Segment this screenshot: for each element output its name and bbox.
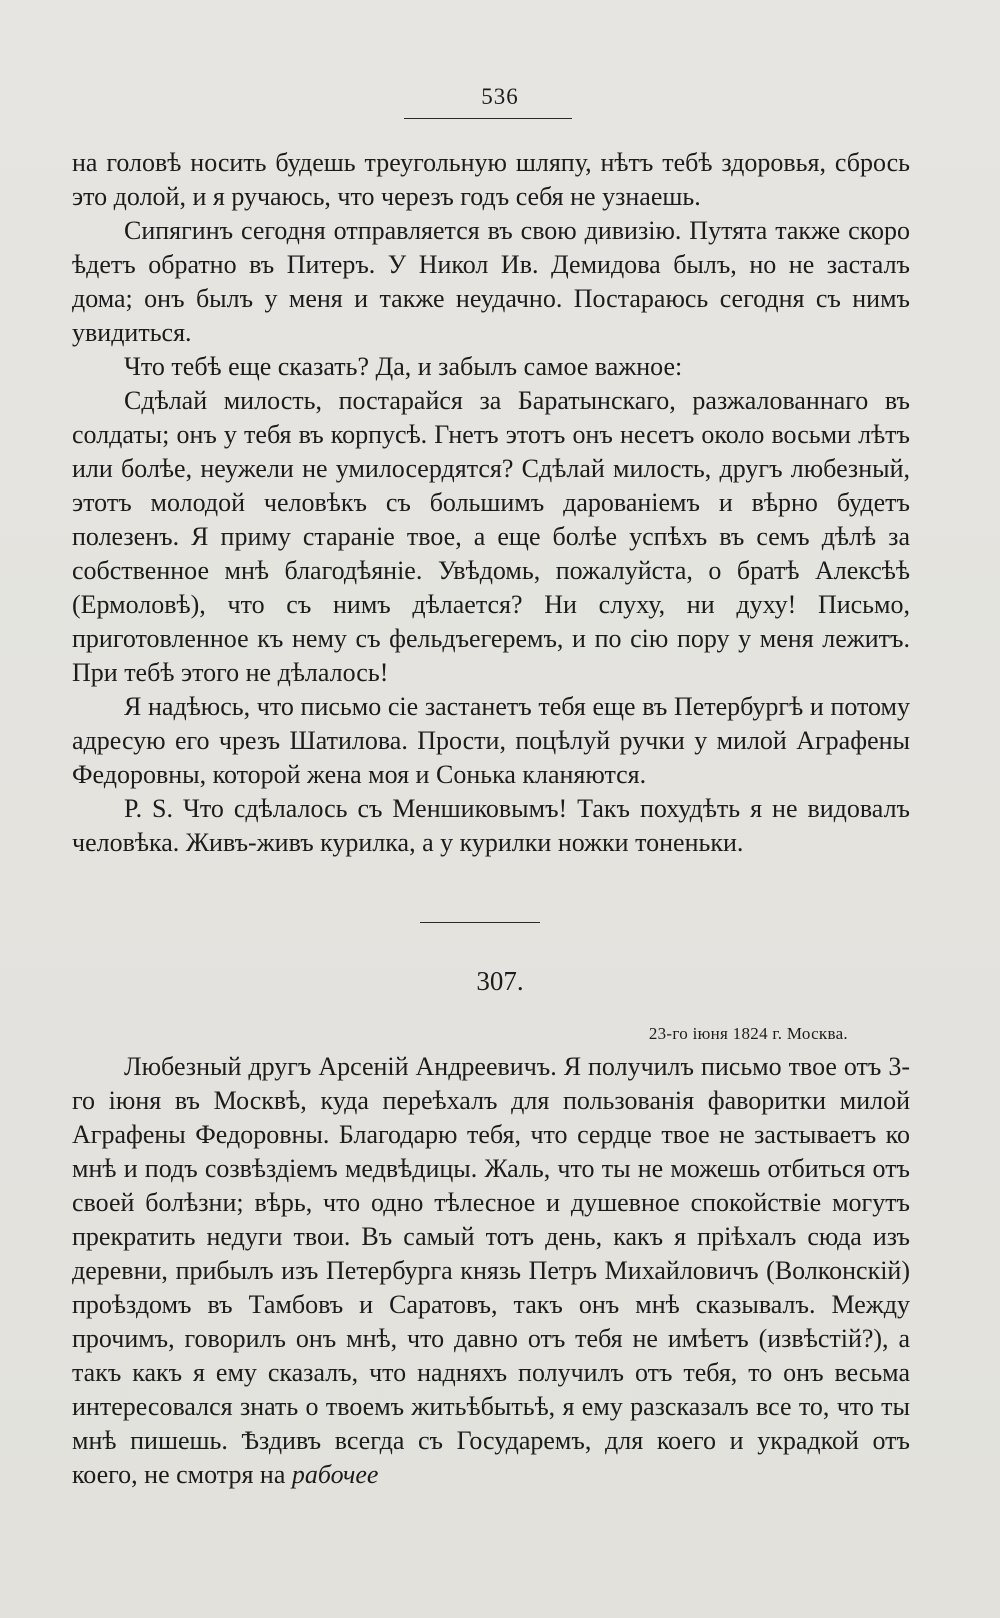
paragraph [72, 1050, 910, 1492]
header-rule [404, 118, 572, 119]
paragraph: Сдѣлай милость, постарайся за Баратынскаго, разжалованнаго въ солдаты; онъ у тебя въ корпусѣ. Гнетъ этотъ онъ несетъ около восьми лѣтъ или болѣе, неужели не умилосердятся? Сдѣлай милость, другъ любезный, этотъ молодой человѣкъ съ большимъ дарованіемъ и вѣрно будетъ полезенъ. Я приму стараніе твое, а еще болѣе успѣхъ въ семъ дѣлѣ за собственное мнѣ благодѣяніе. Увѣдомь, пожалуйста, о братѣ Алексѣѣ (Ермоловѣ), что съ нимъ дѣлается? Ни слуху, ни духу! Письмо, приготовленное къ нему съ фельдъегеремъ, и по сію пору у меня лежитъ. При тебѣ этого не дѣлалось! [72, 386, 910, 687]
letter-306-continuation [72, 146, 910, 860]
letter-number: 307. [476, 966, 524, 996]
letter-dateline: 23-го іюня 1824 г. Москва. [648, 1024, 848, 1043]
paragraph: Я надѣюсь, что письмо сіе застанетъ тебя еще въ Петербургѣ и потому адресую его чрезъ Шатилова. Прости, поцѣлуй ручки у милой Аграфены Федоровны, которой жена моя и Сонька кланяются. [72, 692, 910, 789]
paragraph: Что тебѣ еще сказать? Да, и забылъ самое важное: [124, 352, 683, 381]
paragraph: на головѣ носить будешь треугольную шляпу, нѣтъ тебѣ здоровья, сбрось это долой, и я ручаюсь, что черезъ годъ себя не узнаешь. [72, 148, 910, 211]
page-number: 536 [481, 84, 519, 109]
section-separator [420, 922, 540, 923]
italic-word: рабочее [291, 1460, 379, 1489]
letter-307-body [72, 1050, 910, 1492]
paragraph-text: Любезный другъ Арсеній Андреевичъ. Я получилъ письмо твое отъ 3-го іюня въ Москвѣ, куда переѣхалъ для пользованія фаворитки милой Аграфены Федоровны. Благодарю тебя, что сердце твое не застываетъ ко мнѣ и подъ созвѣздіемъ медвѣдицы. Жаль, что ты не можешь отбиться отъ своей болѣзни; вѣрь, что одно тѣлесное и душевное спокойствіе могутъ прекратить недуги твои. Въ самый тотъ день, какъ я пріѣхалъ сюда изъ деревни, прибылъ изъ Петербурга князь Петръ Михайловичъ (Волконскій) проѣздомъ въ Тамбовъ и Саратовъ, такъ онъ мнѣ сказывалъ. Между прочимъ, говорилъ онъ мнѣ, что давно отъ тебя не имѣетъ (извѣстій?), а такъ какъ я ему сказалъ, что надняхъ получилъ отъ тебя, то онъ весьма интересовался знать о твоемъ житьѣбытьѣ, я ему разсказалъ все то, что ты мнѣ пишешь. Ѣздивъ всегда съ Государемъ, для коего и украдкой отъ коего, не смотря на [72, 1052, 910, 1489]
postscript: P. S. Что сдѣлалось съ Меншиковымъ! Такъ похудѣть я не видовалъ человѣка. Живъ-живъ курилка, а у курилки ножки тоненьки. [72, 794, 910, 857]
paragraph: Сипягинъ сегодня отправляется въ свою дивизію. Путята также скоро ѣдетъ обратно въ Питеръ. У Никол Ив. Демидова былъ, но не засталъ дома; онъ былъ у меня и также неудачно. Постараюсь сегодня съ нимъ увидиться. [72, 216, 910, 347]
